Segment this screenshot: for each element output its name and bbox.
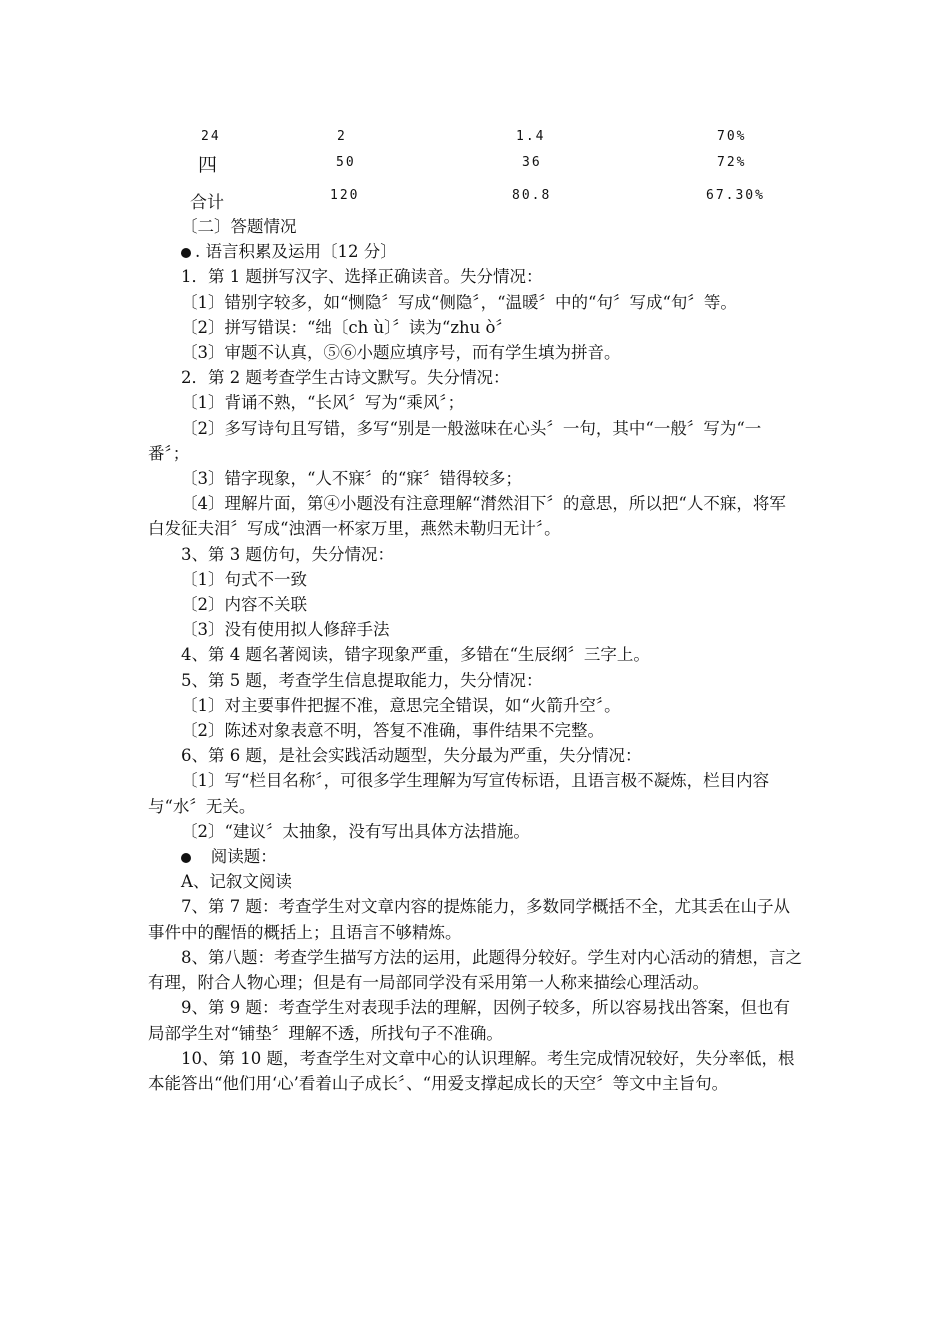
section-heading: . 语言积累及运用〔12 分〕 (148, 239, 802, 264)
paragraph: 〔2〕内容不关联 (181, 595, 307, 615)
paragraph: 〔3〕错字现象，“人不寐〞的“寐〞错得较多； (181, 469, 522, 489)
table-cell: 24 (201, 129, 221, 144)
paragraph: 2．第 2 题考查学生古诗文默写。失分情况： (181, 368, 510, 388)
document-body (148, 214, 802, 1096)
table-cell: 2 (337, 129, 347, 144)
table-cell: 合计 (190, 193, 224, 213)
table-cell: 120 (330, 188, 360, 203)
section-heading: 阅读题： (148, 844, 802, 869)
paragraph: 1．第 1 题拼写汉字、选择正确读音。失分情况： (181, 267, 543, 287)
paragraph: 〔1〕写“栏目名称〞，可很多学生理解为写宣传标语，且语言极不凝炼，栏目内容与“水〞无关。 (148, 771, 770, 816)
table-cell: 80.8 (512, 188, 552, 203)
table-cell: 70% (717, 129, 747, 144)
paragraph: 〔2〕多写诗句且写错，多写“别是一般滋味在心头〞一句，其中“一般〞写为“一番〞； (148, 418, 762, 463)
section-heading: 〔二〕答题情况 (181, 217, 297, 236)
paragraph: 6、第 6 题，是社会实践活动题型，失分最为严重，失分情况： (181, 746, 642, 766)
paragraph: 〔4〕理解片面，第④小题没有注意理解“潸然泪下〞的意思，所以把“人不寐，将军白发征夫泪〞写成“浊酒一杯家万里，燕然未勒归无计〞。 (148, 494, 786, 539)
paragraph: 〔3〕审题不认真，⑤⑥小题应填序号，而有学生填为拼音。 (181, 343, 621, 363)
bullet-icon (181, 853, 191, 863)
paragraph: 7、第 7 题：考查学生对文章内容的提炼能力，多数同学概括不全，尤其丢在山子从事件中的醒悟的概括上；且语言不够精炼。 (148, 897, 790, 942)
paragraph: 〔1〕对主要事件把握不准，意思完全错误，如“火箭升空〞。 (181, 695, 621, 715)
paragraph: 5、第 5 题，考查学生信息提取能力，失分情况： (181, 670, 543, 690)
table-cell: 36 (522, 155, 542, 170)
table-cell: 四 (198, 154, 218, 176)
paragraph: 〔2〕拼写错误：“绌〔ch ù〕〞读为“zhu ò〞 (181, 317, 512, 337)
paragraph: 10、第 10 题，考查学生对文章中心的认识理解。考生完成情况较好，失分率低，根本能答出“他们用‘心’看着山子成长〞、“用爱支撑起成长的天空〞等文中主旨句。 (148, 1048, 795, 1093)
paragraph: 3、第 3 题仿句，失分情况： (181, 544, 394, 564)
paragraph: 〔1〕错别字较多，如“恻隐〞写成“侧隐〞，“温暖〞中的“句〞写成“旬〞等。 (181, 292, 737, 312)
paragraph: 〔2〕陈述对象表意不明，答复不准确，事件结果不完整。 (181, 721, 604, 741)
paragraph: A、记叙文阅读 (181, 872, 292, 892)
table-cell: 1.4 (516, 129, 546, 144)
paragraph: 〔1〕句式不一致 (181, 569, 307, 589)
table-cell: 67.30% (706, 188, 765, 203)
paragraph: 〔3〕没有使用拟人修辞手法 (181, 620, 390, 640)
paragraph: 〔1〕背诵不熟，“长风〞写为“乘风〞； (181, 393, 465, 413)
paragraph: 8、第八题：考查学生描写方法的运用，此题得分较好。学生对内心活动的猜想，言之有理，附合人物心理；但是有一局部同学没有采用第一人称来描绘心理活动。 (148, 947, 802, 993)
paragraph: 〔2〕“建议〞太抽象，没有写出具体方法措施。 (181, 821, 530, 841)
paragraph: 4、第 4 题名著阅读，错字现象严重，多错在“生辰纲〞三字上。 (181, 645, 650, 665)
bullet-icon (181, 248, 191, 258)
paragraph: 9、第 9 题：考查学生对表现手法的理解，因例子较多，所以容易找出答案，但也有局部学生对“铺垫〞理解不透，所找句子不准确。 (148, 998, 790, 1043)
table-cell: 72% (717, 155, 747, 170)
table-cell: 50 (336, 155, 356, 170)
